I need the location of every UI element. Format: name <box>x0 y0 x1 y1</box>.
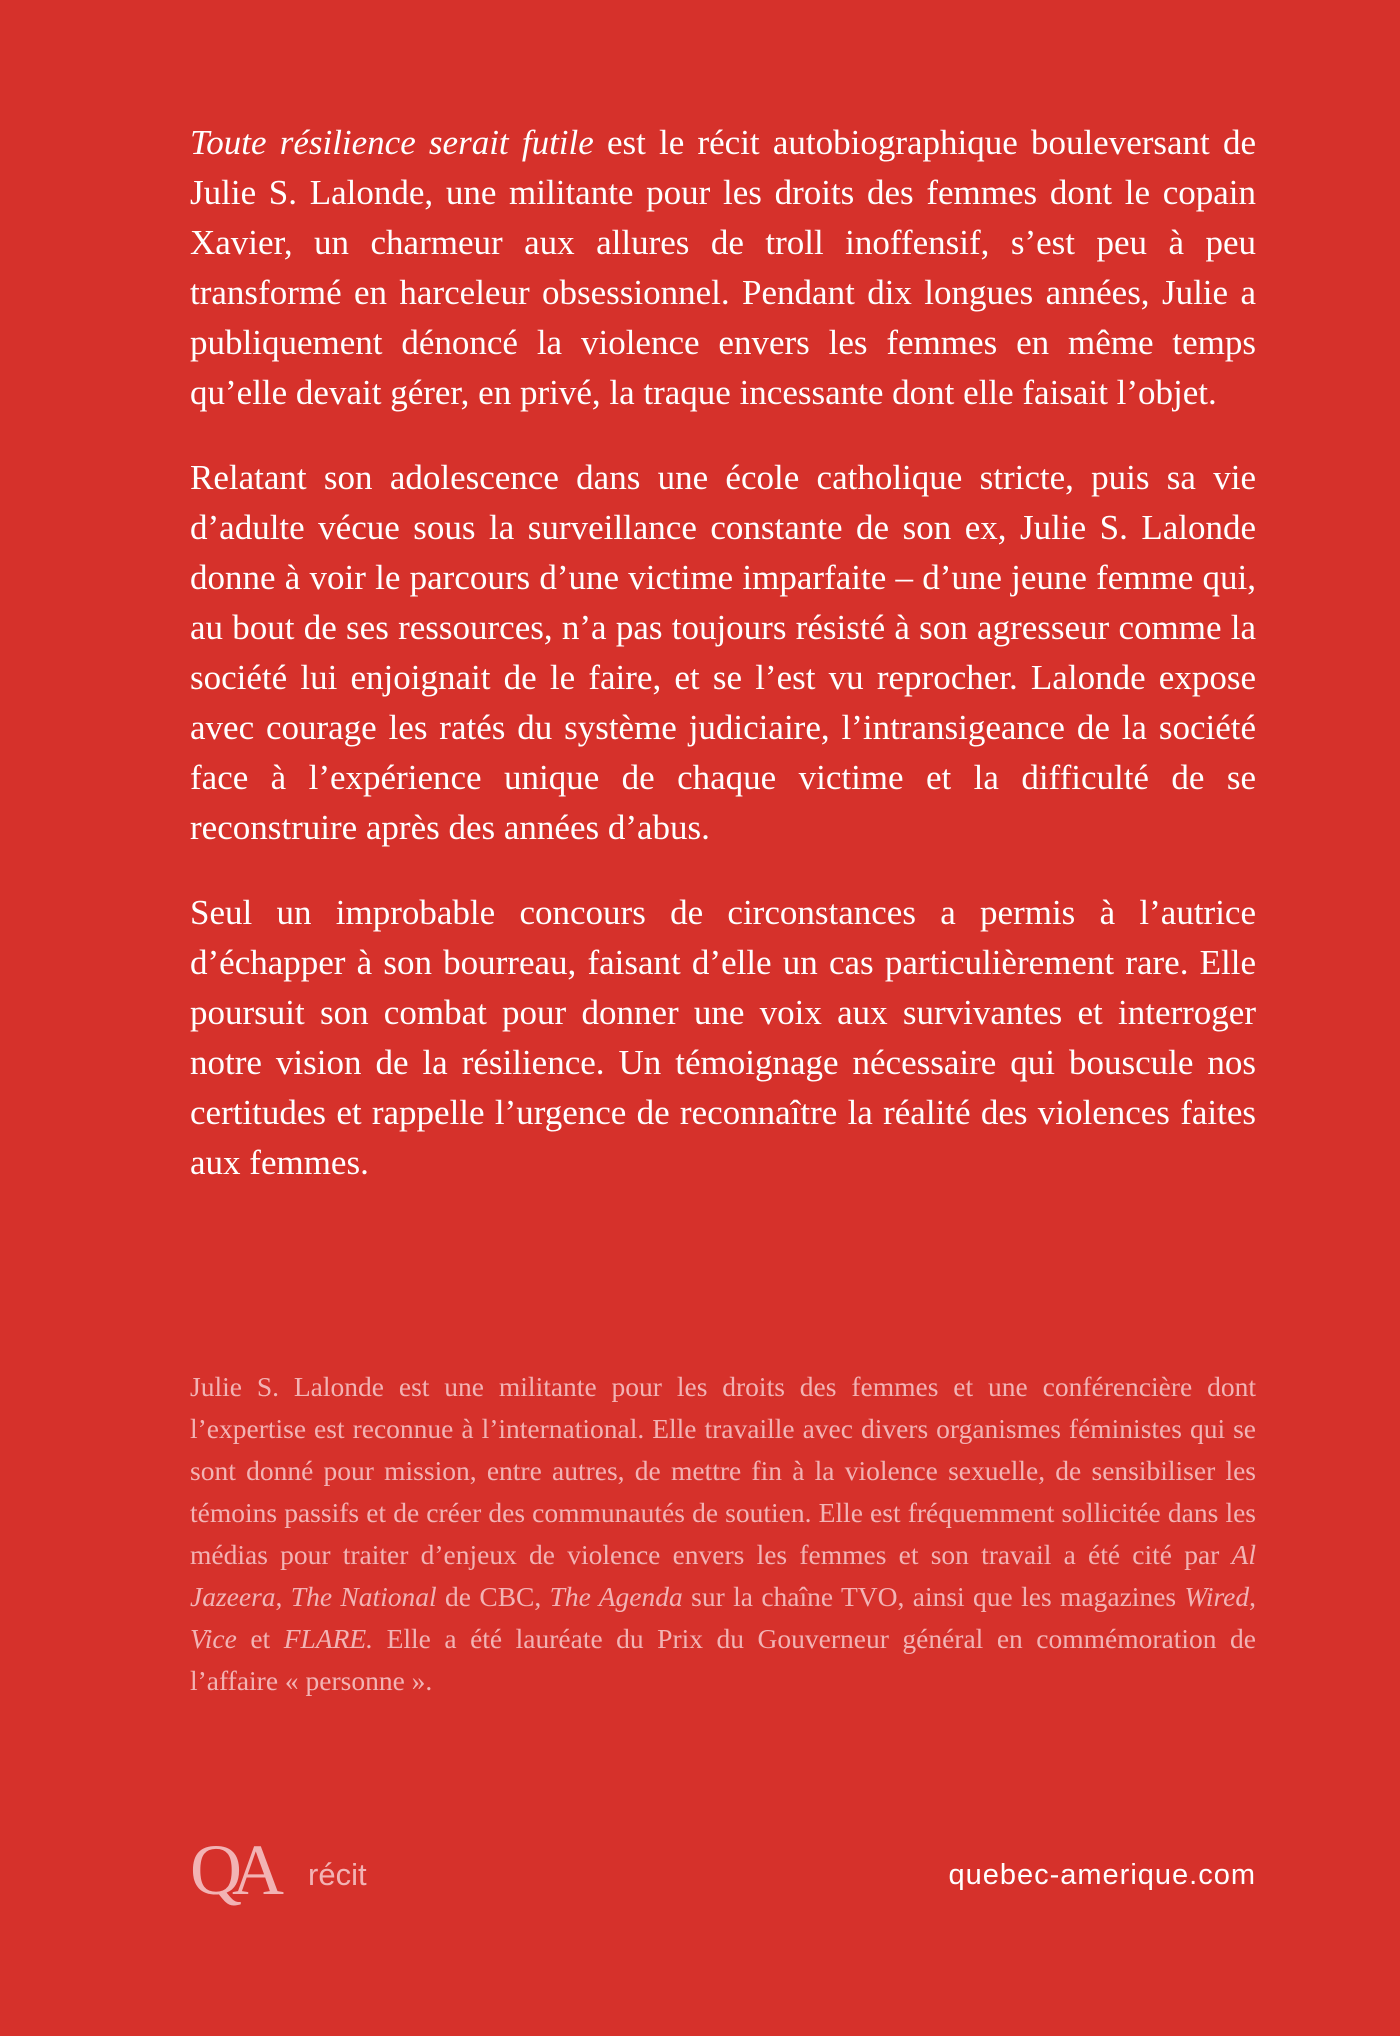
media-vice: Vice <box>190 1623 237 1654</box>
media-the-agenda: The Agenda <box>549 1581 683 1612</box>
bio-text: sur la chaîne TVO, ainsi que les magazines <box>682 1581 1185 1612</box>
collection-label: récit <box>308 1857 367 1892</box>
bio-text: Elle a été lauréate du Prix du Gouverneur général en commémoration de l’affaire « personne ». <box>190 1623 1256 1696</box>
media-flare: FLARE. <box>283 1623 374 1654</box>
book-summary <box>190 118 1256 1223</box>
bio-text: , <box>1249 1581 1257 1612</box>
author-bio-paragraph <box>190 1366 1256 1702</box>
bio-text: de CBC, <box>436 1581 550 1612</box>
summary-paragraph-3: Seul un improbable concours de circonstances a permis à l’autrice d’échapper à son bourreau, faisant d’elle un cas particulièrement rare. Elle poursuit son combat pour donner une voix aux survivantes et interroger notre vision de la résilience. Un témoignage nécessaire qui bouscule nos certitudes et rappelle l’urgence de reconnaître la réalité des violences faites aux femmes. <box>190 893 1256 1182</box>
media-the-national: The National <box>290 1581 437 1612</box>
publisher-website: quebec-amerique.com <box>948 1859 1256 1891</box>
footer <box>190 1830 1256 1910</box>
publisher-logo: QA <box>190 1830 274 1910</box>
bio-text: , <box>275 1581 291 1612</box>
author-bio <box>190 1366 1256 1702</box>
media-al-jazeera: Al Jazeera <box>190 1539 1256 1612</box>
summary-paragraph-1 <box>190 118 1256 418</box>
bio-text: Julie S. Lalonde est une militante pour les droits des femmes et une conférencière dont l’expertise est reconnue à l’international. Elle travaille avec divers organismes féministes qui se sont donné pour mission, entre autres, de mettre fin à la violence sexuelle, de sensibiliser les témoins passifs et de créer des communautés de soutien. Elle est fréquemment sollicitée dans les médias pour traiter d’enjeux de violence envers les femmes et son travail a été cité par <box>190 1371 1256 1570</box>
summary-paragraph-2: Relatant son adolescence dans une école catholique stricte, puis sa vie d’adulte vécue sous la surveillance constante de son ex, Julie S. Lalonde donne à voir le parcours d’une victime imparfaite – d’une jeune femme qui, au bout de ses ressources, n’a pas toujours résisté à son agresseur comme la société lui enjoignait de le faire, et se l’est vu reprocher. Lalonde expose avec courage les ratés du système judiciaire, l’intransigeance de la société face à l’expérience unique de chaque victime et la difficulté de se reconstruire après des années d’abus. <box>190 458 1256 847</box>
summary-paragraph-1-text: est le récit autobiographique bouleversant de Julie S. Lalonde, une militante pour les droits des femmes dont le copain Xavier, un charmeur aux allures de troll inoffensif, s’est peu à peu transformé en harceleur obsessionnel. Pendant dix longues années, Julie a publiquement dénoncé la violence envers les femmes en même temps qu’elle devait gérer, en privé, la traque incessante dont elle faisait l’objet. <box>190 123 1257 412</box>
media-wired: Wired <box>1184 1581 1250 1612</box>
book-title: Toute résilience serait futile <box>190 123 594 162</box>
bio-text: et <box>236 1623 284 1654</box>
